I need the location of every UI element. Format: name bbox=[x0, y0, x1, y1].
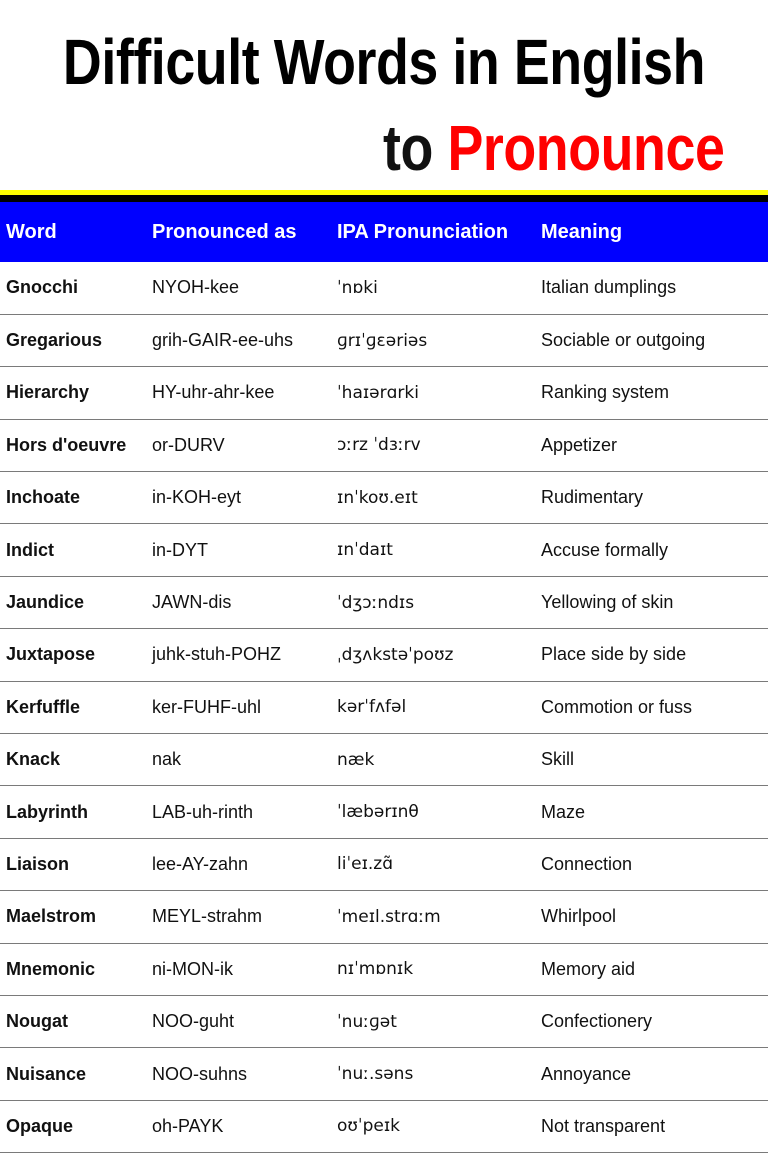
pronunciation-cell: LAB-uh-rinth bbox=[152, 801, 254, 822]
black-divider bbox=[0, 195, 768, 202]
table-row bbox=[0, 367, 768, 419]
ipa-cell: ˈlæbərɪnθ bbox=[337, 802, 419, 823]
meaning-cell: Commotion or fuss bbox=[541, 696, 693, 717]
ipa-cell: ɡrɪˈɡɛəriəs bbox=[337, 330, 428, 351]
word-cell: Indict bbox=[6, 539, 54, 560]
word-cell: Liaison bbox=[6, 853, 70, 874]
ipa-cell: kərˈfʌfəl bbox=[337, 697, 407, 718]
pronunciation-cell: ker-FUHF-uhl bbox=[152, 696, 262, 717]
ipa-cell: ˌdʒʌkstəˈpoʊz bbox=[337, 644, 454, 665]
pronunciation-cell: NOO-guht bbox=[152, 1011, 235, 1032]
meaning-cell: Place side by side bbox=[541, 644, 687, 665]
subtitle-prefix: to bbox=[382, 112, 433, 184]
ipa-cell: ˈnuːɡət bbox=[337, 1011, 397, 1032]
ipa-cell: oʊˈpeɪk bbox=[337, 1116, 400, 1137]
table-row bbox=[0, 943, 768, 995]
ipa-cell: ɔːrz ˈdɜːrv bbox=[337, 435, 421, 456]
table-row bbox=[0, 576, 768, 628]
word-cell: Hors d'oeuvre bbox=[6, 434, 127, 455]
meaning-cell: Italian dumplings bbox=[541, 277, 677, 298]
table-row bbox=[0, 524, 768, 576]
ipa-cell: næk bbox=[337, 749, 375, 770]
word-cell: Maelstrom bbox=[6, 906, 97, 927]
meaning-cell: Annoyance bbox=[541, 1063, 632, 1084]
pronunciation-cell: NOO-suhns bbox=[152, 1063, 248, 1084]
word-cell: Juxtapose bbox=[6, 644, 96, 665]
words-table bbox=[0, 202, 768, 1153]
ipa-cell: ɪnˈdaɪt bbox=[337, 540, 393, 561]
table-row bbox=[0, 262, 768, 314]
meaning-cell: Not transparent bbox=[541, 1115, 666, 1136]
table-row bbox=[0, 995, 768, 1047]
word-cell: Kerfuffle bbox=[6, 696, 81, 717]
ipa-cell: ˈmeɪl.strɑːm bbox=[337, 906, 441, 927]
table-row bbox=[0, 1048, 768, 1100]
table-row bbox=[0, 1100, 768, 1152]
pronunciation-cell: NYOH-kee bbox=[152, 277, 240, 298]
table-row bbox=[0, 891, 768, 943]
table-row bbox=[0, 629, 768, 681]
table-row bbox=[0, 419, 768, 471]
table-header bbox=[0, 202, 768, 262]
ipa-cell: ˈnɒki bbox=[337, 277, 378, 298]
meaning-cell: Connection bbox=[541, 853, 633, 874]
table-row bbox=[0, 734, 768, 786]
pronunciation-cell: oh-PAYK bbox=[152, 1115, 224, 1136]
word-cell: Nougat bbox=[6, 1011, 68, 1032]
word-cell: Inchoate bbox=[6, 487, 81, 508]
word-cell: Gregarious bbox=[6, 330, 103, 351]
pronunciation-cell: in-KOH-eyt bbox=[152, 487, 242, 508]
meaning-cell: Yellowing of skin bbox=[541, 592, 674, 613]
subtitle-accent: Pronounce bbox=[447, 112, 724, 184]
meaning-cell: Ranking system bbox=[541, 382, 670, 403]
table-row bbox=[0, 314, 768, 366]
pronunciation-cell: JAWN-dis bbox=[152, 592, 232, 613]
ipa-cell: ˈnuː.səns bbox=[337, 1064, 414, 1085]
page-subtitle bbox=[383, 108, 724, 188]
word-cell: Opaque bbox=[6, 1115, 74, 1136]
title-block bbox=[0, 0, 768, 190]
page-title: Difficult Words in English bbox=[62, 26, 706, 98]
word-cell: Nuisance bbox=[6, 1063, 87, 1084]
word-cell: Jaundice bbox=[6, 592, 85, 613]
word-cell: Labyrinth bbox=[6, 801, 89, 822]
table-row bbox=[0, 472, 768, 524]
meaning-cell: Appetizer bbox=[541, 434, 618, 455]
table-row bbox=[0, 838, 768, 890]
header-ipa: IPA Pronunciation bbox=[337, 220, 509, 243]
word-cell: Knack bbox=[6, 749, 61, 770]
meaning-cell: Memory aid bbox=[541, 958, 636, 979]
ipa-cell: ˈhaɪərɑrki bbox=[337, 382, 419, 403]
pronunciation-cell: nak bbox=[152, 749, 182, 770]
pronunciation-cell: grih-GAIR-ee-uhs bbox=[152, 330, 294, 351]
table-row bbox=[0, 681, 768, 733]
meaning-cell: Whirlpool bbox=[541, 906, 617, 927]
meaning-cell: Sociable or outgoing bbox=[541, 330, 706, 351]
meaning-cell: Skill bbox=[541, 749, 575, 770]
meaning-cell: Maze bbox=[541, 801, 586, 822]
word-cell: Gnocchi bbox=[6, 277, 79, 298]
pronunciation-cell: or-DURV bbox=[152, 434, 225, 455]
ipa-cell: liˈeɪ.zɑ̃ bbox=[337, 854, 394, 875]
meaning-cell: Accuse formally bbox=[541, 539, 669, 560]
ipa-cell: nɪˈmɒnɪk bbox=[337, 959, 414, 980]
ipa-cell: ɪnˈkoʊ.eɪt bbox=[337, 487, 418, 508]
pronunciation-cell: lee-AY-zahn bbox=[152, 853, 249, 874]
ipa-cell: ˈdʒɔːndɪs bbox=[337, 592, 415, 613]
pronunciation-cell: in-DYT bbox=[152, 539, 209, 560]
pronunciation-cell: ni-MON-ik bbox=[152, 958, 233, 979]
header-pronounced-as: Pronounced as bbox=[152, 220, 297, 243]
header-row bbox=[0, 202, 768, 262]
pronunciation-cell: juhk-stuh-POHZ bbox=[152, 644, 282, 665]
pronunciation-cell: HY-uhr-ahr-kee bbox=[152, 382, 275, 403]
table-body bbox=[0, 262, 768, 1153]
meaning-cell: Rudimentary bbox=[541, 487, 644, 508]
table-row bbox=[0, 786, 768, 838]
word-cell: Mnemonic bbox=[6, 958, 96, 979]
pronunciation-cell: MEYL-strahm bbox=[152, 906, 263, 927]
header-meaning: Meaning bbox=[541, 220, 623, 243]
header-word: Word bbox=[6, 220, 57, 243]
meaning-cell: Confectionery bbox=[541, 1011, 653, 1032]
word-cell: Hierarchy bbox=[6, 382, 90, 403]
